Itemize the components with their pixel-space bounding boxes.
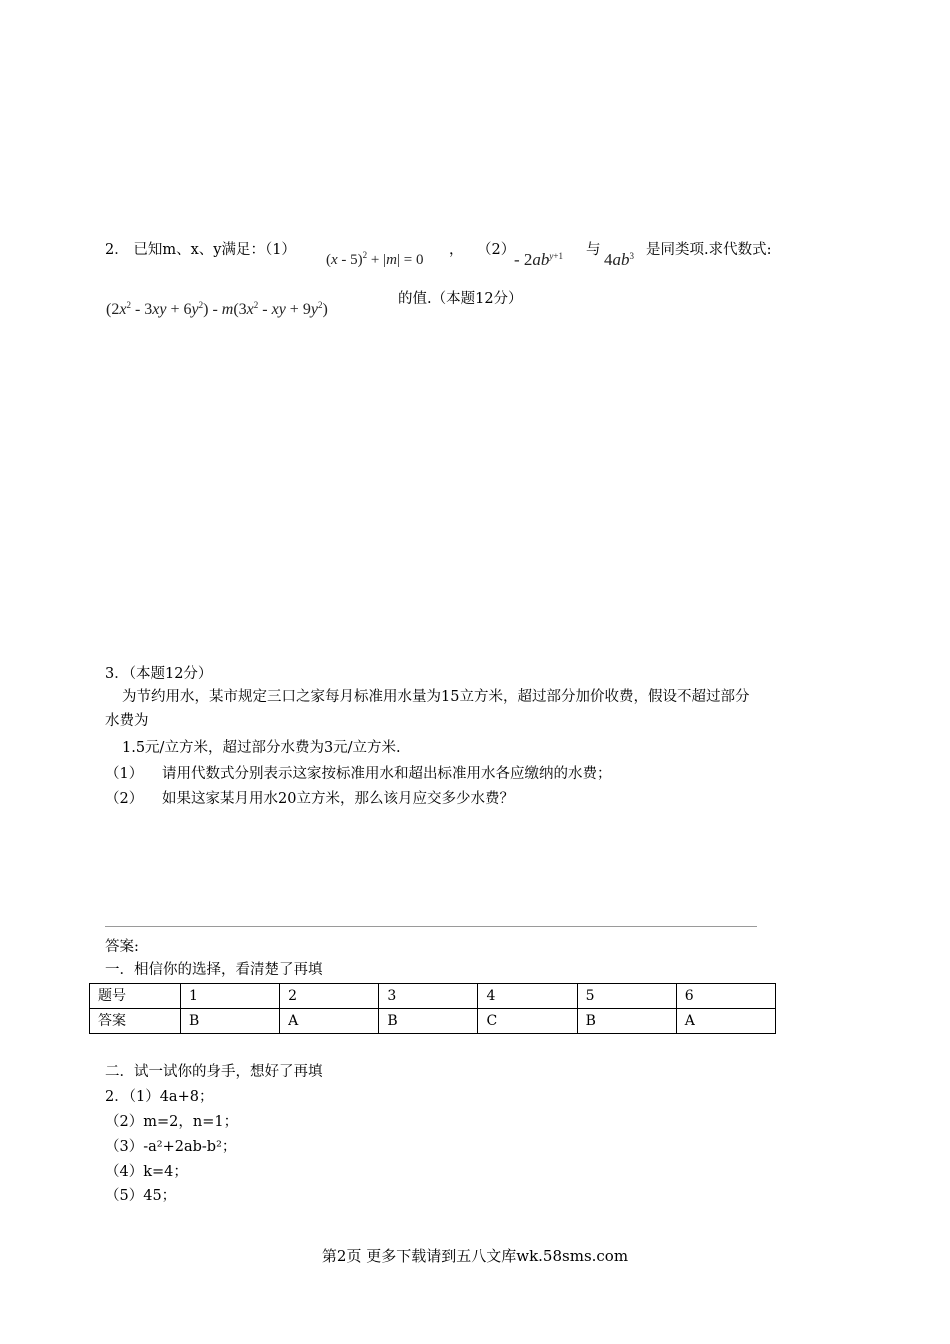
page-footer: 第2页 更多下载请到五八文库wk.58sms.com — [321, 1247, 629, 1265]
q2-term-2: $4ab^3$ — [604, 250, 634, 269]
section-divider — [105, 926, 757, 927]
table-cell: 答案 — [90, 1009, 181, 1034]
q2-comma: ， — [449, 242, 464, 258]
table-cell: C — [478, 1009, 577, 1034]
q2-condition-1: (x - 5)$^2$ + |m| = 0 — [326, 250, 424, 268]
q3-sub1: 请用代数式分别表示这家按标准用水和超出标准用水各应缴纳的水费； — [162, 766, 612, 782]
answer-item: （5）45； — [105, 1188, 177, 1204]
answer-item: （4）k=4； — [105, 1164, 188, 1180]
table-cell: 2 — [280, 984, 379, 1009]
q3-sub2-label: （2） — [105, 791, 144, 807]
answers-section-1: 一．相信你的选择，看清楚了再填 — [105, 962, 323, 978]
q3-header: 3．（本题12分） — [105, 666, 213, 682]
q2-suffix: 的值.（本题12分） — [398, 291, 523, 307]
q2-expression: $(2x^2 - 3xy + 6y^2) - m(3x^2$ - xy + $9y^2$) — [106, 300, 328, 318]
q3-para1: 为节约用水，某市规定三口之家每月标准用水量为15立方米，超过部分加价收费，假设不超过部分 — [122, 689, 750, 705]
answer-item: 2．（1）4a+8； — [105, 1089, 214, 1105]
table-cell: B — [379, 1009, 478, 1034]
table-cell: 题号 — [90, 984, 181, 1009]
q2-label-2: （2） — [477, 242, 516, 258]
q3-para2: 1.5元/立方米，超过部分水费为3元/立方米. — [122, 740, 401, 756]
table-cell: 4 — [478, 984, 577, 1009]
answers-title: 答案: — [105, 939, 139, 955]
q2-intro: 已知m、x、y满足：（1） — [133, 242, 296, 258]
answer-item: （3）-a²+2ab-b²； — [105, 1139, 237, 1155]
q2-number: 2． — [105, 242, 129, 258]
table-cell: 3 — [379, 984, 478, 1009]
table-row — [90, 1009, 776, 1034]
q2-tail: 是同类项.求代数式: — [646, 242, 772, 258]
q3-para1-cont: 水费为 — [105, 713, 149, 729]
answer-table — [89, 983, 776, 1034]
table-cell: B — [577, 1009, 676, 1034]
q2-connector: 与 — [586, 242, 601, 258]
q3-sub1-label: （1） — [105, 766, 144, 782]
answers-section-2: 二．试一试你的身手，想好了再填 — [105, 1064, 323, 1080]
table-cell: 1 — [181, 984, 280, 1009]
q2-term-1: - $2ab^{y+1}$ — [514, 250, 563, 269]
table-cell: A — [676, 1009, 775, 1034]
q2-line1 — [105, 240, 296, 260]
table-cell: A — [280, 1009, 379, 1034]
q3-sub2: 如果这家某月用水20立方米，那么该月应交多少水费？ — [162, 791, 514, 807]
table-cell: 6 — [676, 984, 775, 1009]
table-row — [90, 984, 776, 1009]
answer-item: （2）m=2，n=1； — [105, 1114, 239, 1130]
table-cell: B — [181, 1009, 280, 1034]
table-cell: 5 — [577, 984, 676, 1009]
